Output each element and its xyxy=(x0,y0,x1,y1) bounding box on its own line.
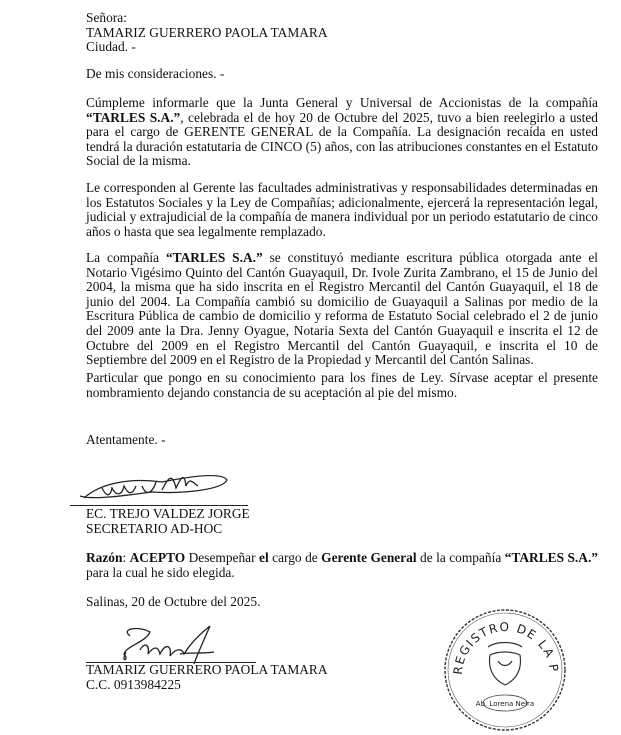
paragraph-company-history xyxy=(86,251,598,368)
text: La compañía xyxy=(86,250,166,265)
text: : xyxy=(122,550,130,565)
accept-word: ACEPTO xyxy=(129,550,186,565)
recipient-name: TAMARIZ GUERRERO PAOLA TAMARA xyxy=(86,24,328,40)
company-name: “TARLES S.A.” xyxy=(504,550,598,565)
text: Desempeñar xyxy=(185,550,260,565)
text: de la compañía xyxy=(416,550,505,565)
razon-label: Razón xyxy=(86,550,123,565)
signer-name: TAMARIZ GUERRERO PAOLA TAMARA xyxy=(86,662,328,677)
place-date: Salinas, 20 de Octubre del 2025. xyxy=(86,594,261,609)
text: Cúmpleme informarle que la Junta General y Universal de Accionistas de la compañía xyxy=(86,95,598,110)
registry-stamp xyxy=(434,594,570,735)
secretary-name: EC. TREJO VALDEZ JORGE xyxy=(86,506,250,521)
company-name: “TARLES S.A.” xyxy=(165,250,263,265)
secretary-signature xyxy=(72,468,242,508)
company-name: “TARLES S.A.” xyxy=(86,109,181,125)
greeting: De mis consideraciones. - xyxy=(86,66,225,81)
stamp-inner-text: Ab. Lorena Neira xyxy=(475,700,535,708)
role: Gerente General xyxy=(321,550,417,565)
secretary-title: SECRETARIO AD-HOC xyxy=(86,520,223,536)
text: para la cual he sido elegida. xyxy=(86,564,235,580)
svg-text:REGISTRO DE LA PROPIEDAD xyxy=(435,594,562,675)
signer-id: C.C. 0913984225 xyxy=(86,676,181,692)
text: , celebrada el de hoy 20 de Octubre del 2025, tuvo a bien reelegirlo a usted para el cargo de GERENTE GENERAL de la Compañía. La designación recaída en usted tendrá la duración estatutaria de CINCO (5) años, con las atribuciones constantes en el Estatuto Social de la misma. xyxy=(86,109,598,169)
address-block xyxy=(86,11,598,55)
text: cargo de xyxy=(268,550,322,565)
text: el xyxy=(259,550,269,565)
secretary-block xyxy=(86,507,598,536)
recipient-city: Ciudad. - xyxy=(86,39,136,55)
salutation: Señora: xyxy=(86,10,127,25)
text: se constituyó mediante escritura pública otorgada ante el Notario Vigésimo Quinto del Cantón Guayaquil, Dr. Ivole Zurita Zambrano, el 15 de Junio del 2004, la misma que ha sido inscrita en el Registro Mercantil del Cantón Guayaquil, el 18 de junio del 2004. La Compañía cambió su domicilio de Guayaquil a Salinas por medio de la Escritura Pública de cambio de domicilio y reforma de Estatuto Social celebrado el 2 de junio del 2009 ante la Dra. Jenny Oyague, Notaria Sexta del Cantón Guayaquil e inscrita el 12 de Octubre del 2009 en el Registro Mercantil del Cantón Guayaquil, e inscrita el 10 de Septiembre del 2009 en el Registro de la Propiedad y Mercantil del Cantón Salinas. xyxy=(86,250,599,368)
paragraph-request: Particular que pongo en su conocimiento para los fines de Ley. Sírvase aceptar el presente nombramiento dejando constancia de su aceptación al pie del mismo. xyxy=(86,370,598,400)
closing: Atentamente. - xyxy=(86,432,166,447)
acceptance-statement xyxy=(86,551,598,580)
paragraph-appointment xyxy=(86,96,598,169)
signer-signature xyxy=(110,624,230,666)
stamp-ring-text: REGISTRO DE LA PROPIEDAD xyxy=(434,594,562,676)
paragraph-duties: Le corresponden al Gerente las facultades administrativas y responsabilidades determinadas en los Estatutos Sociales y la Ley de Compañías; adicionalmente, ejercerá la representación legal, judicial y extrajudicial de la compañía de manera individual por un periodo estatutario de cinco años o hasta que sea legalmente remplazado. xyxy=(86,180,598,239)
